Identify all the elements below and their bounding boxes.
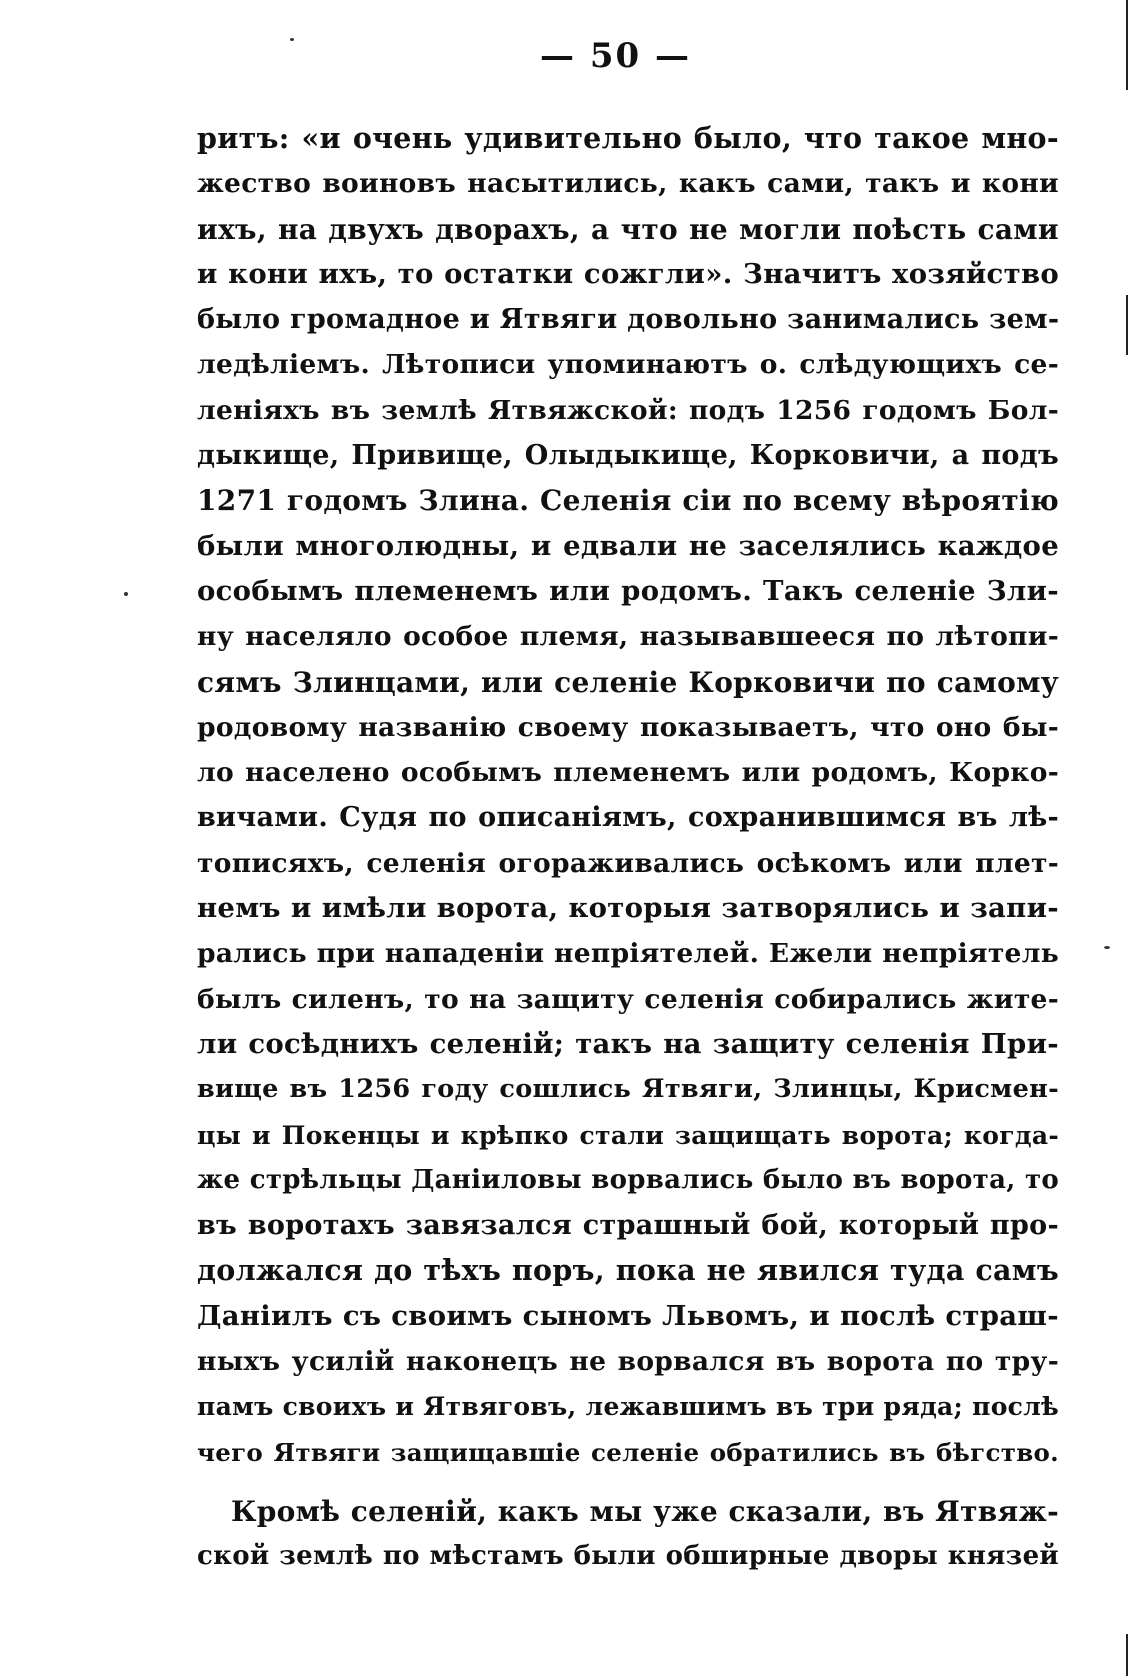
scan-edge-line [1126, 1634, 1128, 1676]
text-line: вичами. Судя по описаніямъ, сохранившимся въ лѣ- [197, 802, 1059, 834]
scan-edge-line [1126, 295, 1128, 355]
text-line: сямъ Злинцами, или селеніе Корковичи по самому [197, 665, 1059, 699]
text-line: въ воротахъ завязался страшный бой, который про- [197, 1210, 1059, 1242]
text-line: и кони ихъ, то остатки сожгли». Значитъ хозяйство [197, 257, 1059, 290]
text-line: ской землѣ по мѣстамъ были обширные дворы князей [197, 1541, 1059, 1572]
scan-speck [124, 592, 128, 596]
text-line: былъ силенъ, то на защиту селенія собирались жите- [197, 983, 1059, 1015]
body-text [197, 116, 1059, 1580]
paragraph-gap [197, 1475, 1059, 1489]
text-line: должался до тѣхъ поръ, пока не явился туда самъ [197, 1253, 1059, 1288]
text-line: чего Ятвяги защищавшіе селеніе обратились въ бѣгство. [197, 1437, 1059, 1467]
text-line: жество воиновъ насытились, какъ сами, такъ и кони [197, 168, 1059, 200]
text-line: ритъ: «и очень удивительно было, что такое мно- [197, 121, 1059, 155]
text-line: леніяхъ въ землѣ Ятвяжской: подъ 1256 годомъ Бол- [197, 394, 1059, 426]
text-line: рались при нападеніи непріятелей. Ежели непріятель [197, 938, 1059, 970]
text-line: было громадное и Ятвяги довольно занимались зем- [197, 304, 1060, 336]
text-line: ныхъ усилій наконецъ не ворвался въ ворота по тру- [197, 1346, 1059, 1378]
scan-speck [1104, 946, 1110, 949]
text-line: памъ своихъ и Ятвяговъ, лежавшимъ въ три ряда; послѣ [197, 1392, 1059, 1422]
text-line: ло населено особымъ племенемъ или родомъ, Корко- [197, 757, 1059, 789]
text-line: Даніилъ съ своимъ сыномъ Львомъ, и послѣ страш- [197, 1299, 1059, 1332]
text-line: цы и Покенцы и крѣпко стали защищать ворота; когда- [197, 1120, 1059, 1150]
text-line: родовому названію своему показываетъ, что оно бы- [197, 711, 1059, 743]
text-line: тописяхъ, селенія огораживались осѣкомъ или плет- [197, 847, 1059, 879]
text-line: ну населяло особое племя, называвшееся по лѣтопи- [197, 621, 1059, 653]
text-line: Кромѣ селеній, какъ мы уже сказали, въ Ятвяж- [231, 1494, 1059, 1528]
text-line: ихъ, на двухъ дворахъ, а что не могли поѣсть сами [197, 212, 1059, 246]
text-line: дыкище, Привище, Олыдыкище, Корковичи, а подъ [197, 440, 1059, 472]
text-line: ли сосѣднихъ селеній; такъ на защиту селенія При- [197, 1027, 1059, 1060]
page-number: — 50 — [540, 36, 691, 76]
scan-speck [290, 38, 294, 41]
text-line: ледѣліемъ. Лѣтописи упоминаютъ о. слѣдующихъ се- [197, 349, 1059, 381]
scan-edge-line [1126, 0, 1128, 90]
text-line: же стрѣльцы Даніиловы ворвались было въ ворота, то [197, 1164, 1059, 1195]
text-line: особымъ племенемъ или родомъ. Такъ селеніе Зли- [197, 574, 1059, 607]
text-line: немъ и имѣли ворота, которыя затворялись и запи- [197, 892, 1059, 925]
text-line: вище въ 1256 году сошлись Ятвяги, Злинцы, Крисмен- [197, 1074, 1059, 1105]
text-line: 1271 годомъ Злина. Селенія сіи по всему вѣроятію [197, 484, 1059, 518]
text-line: были многолюдны, и едвали не заселялись каждое [197, 529, 1059, 562]
